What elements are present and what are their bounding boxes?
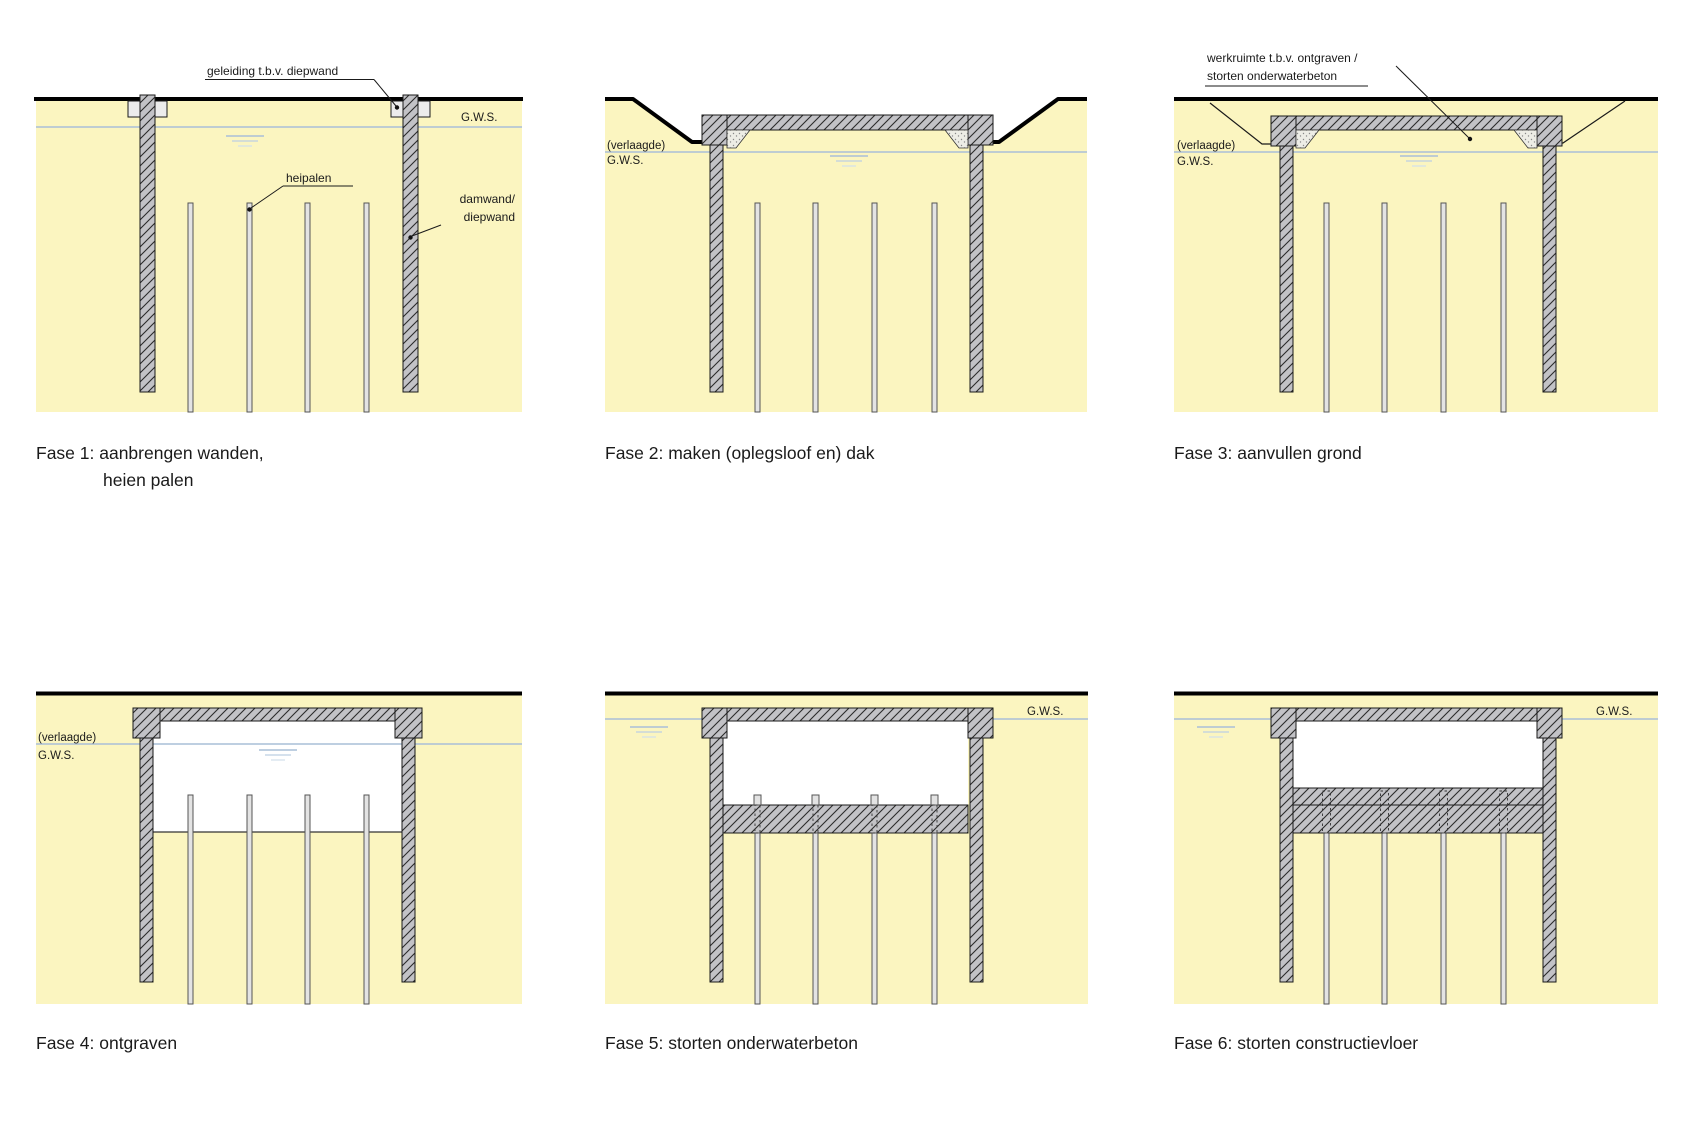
wall-head-block: [395, 708, 422, 738]
gws-label: G.W.S.: [1027, 706, 1064, 718]
wall-head-block: [968, 115, 993, 145]
dak-slab: [727, 708, 968, 721]
leader-dot: [1468, 137, 1472, 141]
wall-head-block: [702, 115, 727, 145]
guide-block: [155, 101, 167, 117]
wall-head-block: [133, 708, 160, 738]
caption-fase2: Fase 2: maken (oplegsloof en) dak: [605, 443, 875, 463]
damwand-label-line1: damwand/: [459, 192, 515, 206]
gws-label: G.W.S.: [461, 112, 498, 124]
damwand-label-line2: diepwand: [463, 210, 515, 224]
pile-head: [871, 795, 878, 805]
wall-head-block: [1537, 116, 1562, 146]
gws-label: G.W.S.: [1177, 156, 1214, 168]
soil-area: [605, 101, 1087, 412]
geleiding-label: geleiding t.b.v. diepwand: [207, 64, 339, 78]
dak-slab: [1296, 708, 1537, 721]
verlaagde-label: (verlaagde): [607, 140, 666, 152]
wall-head-block: [1271, 708, 1296, 738]
gws-label: G.W.S.: [38, 750, 75, 762]
leader-dot: [395, 105, 399, 109]
wall-head-block: [702, 708, 727, 738]
verlaagde-label: (verlaagde): [38, 732, 97, 744]
caption-fase6: Fase 6: storten constructievloer: [1174, 1033, 1419, 1053]
caption-fase4: Fase 4: ontgraven: [36, 1033, 178, 1053]
leader-dot: [408, 235, 412, 239]
panel-fase2: [605, 99, 1087, 463]
excavated-pit: [723, 721, 968, 805]
heipalen-label: heipalen: [286, 171, 332, 185]
pile-head: [812, 795, 819, 805]
guide-block: [418, 101, 430, 117]
wall-head-block: [968, 708, 993, 738]
caption-fase1-line1: Fase 1: aanbrengen wanden,: [36, 443, 264, 463]
wall-head-block: [1271, 116, 1296, 146]
caption-fase1-line2: heien palen: [103, 470, 194, 490]
panel-fase5: [605, 693, 1088, 1053]
onderwaterbeton-slab: [723, 805, 968, 833]
leader-dot: [247, 207, 251, 211]
soil-area: [1174, 100, 1658, 412]
caption-fase3: Fase 3: aanvullen grond: [1174, 443, 1362, 463]
verlaagde-label: (verlaagde): [1177, 140, 1236, 152]
guide-block: [128, 101, 140, 117]
gws-label: G.W.S.: [607, 155, 644, 167]
panel-fase3: [1174, 51, 1658, 463]
dak-slab: [160, 708, 395, 721]
soil-area: [36, 100, 522, 412]
panel-fase4: [36, 693, 522, 1053]
werkruimte-label-line1: werkruimte t.b.v. ontgraven /: [1207, 51, 1358, 65]
werkruimte-label-line2: storten onderwaterbeton: [1207, 69, 1338, 83]
panel-fase1: [34, 64, 523, 490]
pile-head: [754, 795, 761, 805]
caption-fase5: Fase 5: storten onderwaterbeton: [605, 1033, 858, 1053]
wall-head-block: [1537, 708, 1562, 738]
gws-label: G.W.S.: [1596, 706, 1633, 718]
excavated-pit: [1293, 721, 1543, 788]
dak-slab: [727, 115, 968, 130]
panel-fase6: [1174, 693, 1658, 1053]
pile-head: [931, 795, 938, 805]
dak-slab: [1296, 116, 1537, 130]
